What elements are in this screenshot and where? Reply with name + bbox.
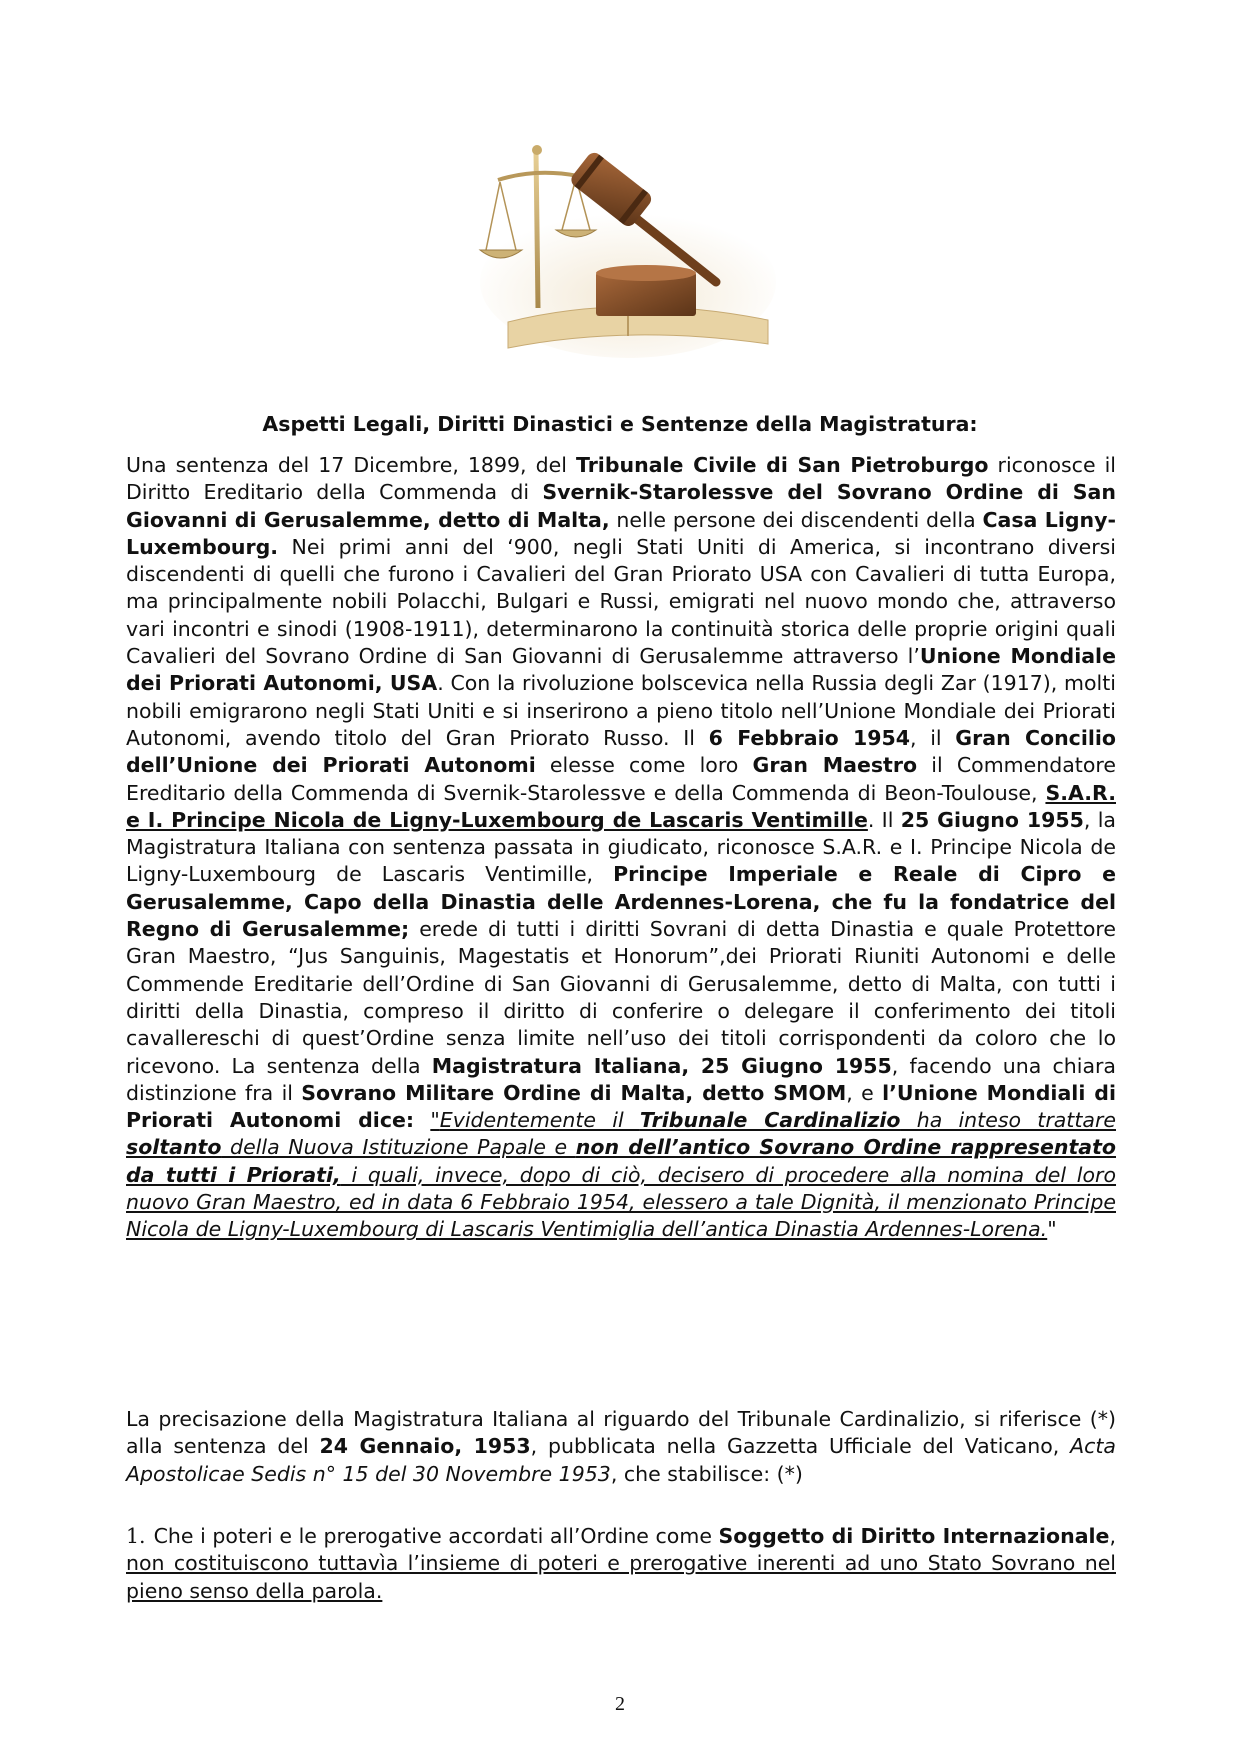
- quotation: "Evidentemente il Tribunale Cardinalizio ha inteso trattare soltanto della Nuova Istituzione Papale e non dell’antico Sovrano Ordine rappresentato da tutti i Priorati, i quali, invece, dopo di ciò, decisero di procedere alla nomina del loro nuovo Gran Maestro, ed in data 6 Febbraio 1954, elessero a tale Dignità, il menzionato Principe Nicola de Ligny-Luxembourg di Lascaris Ventimiglia dell’antica Dinastia Ardennes-Lorena.: [126, 1108, 1117, 1242]
- page-title: Aspetti Legali, Diritti Dinastici e Sentenze della Magistratura:: [262, 412, 978, 436]
- list-number: 1.: [126, 1524, 146, 1548]
- main-paragraph: Una sentenza del 17 Dicembre, 1899, del Tribunale Civile di San Pietroburgo riconosce il Diritto Ereditario della Commenda di Svernik-Starolessve del Sovrano Ordine di San Giovanni di Gerusalemme, detto di Malta, nelle persone dei discendenti della Casa Ligny-Luxembourg. Nei primi anni del ‘900, negli Stati Uniti di America, si incontrano diversi discendenti di quelli che furono i Cavalieri del Gran Priorato USA con Cavalieri di tutta Europa, ma principalmente nobili Polacchi, Bulgari e Russi, emigrati nel nuovo mondo che, attraverso vari incontri e sinodi (1908-1911), determinarono la continuità storica delle proprie origini quali Cavalieri del Sovrano Ordine di San Giovanni di Gerusalemme attraverso l’Unione Mondiale dei Priorati Autonomi, USA. Con la rivoluzione bolscevica nella Russia degli Zar (1917), molti nobili emigrarono negli Stati Uniti e si inserirono a pieno titolo nell’Unione Mondiale dei Priorati Autonomi, avendo titolo del Gran Priorato Russo. Il 6 Febbraio 1954, il Gran Concilio dell’Unione dei Priorati Autonomi elesse come loro Gran Maestro il Commendatore Ereditario della Commenda di Svernik-Starolessve e della Commenda di Beon-Toulouse, S.A.R. e I. Principe Nicola de Ligny-Luxembourg de Lascaris Ventimille. Il 25 Giugno 1955, la Magistratura Italiana con sentenza passata in giudicato, riconosce S.A.R. e I. Principe Nicola de Ligny-Luxembourg de Lascaris Ventimille, Principe Imperiale e Reale di Cipro e Gerusalemme, Capo della Dinastia delle Ardennes-Lorena, che fu la fondatrice del Regno di Gerusalemme; erede di tutti i diritti Sovrani di detta Dinastia e quale Protettore Gran Maestro, “Jus Sanguinis, Magestatis et Honorum”,dei Priorati Riuniti Autonomi e delle Commende Ereditarie dell’Ordine di San Giovanni di Gerusalemme, detto di Malta, con tutti i diritti della Dinastia, compreso il diritto di conferire o delegare il conferimento dei titoli cavallereschi di quest’Ordine senza limite nell’uso dei titoli corrispondenti da coloro che lo ricevono. La sentenza della Magistratura Italiana, 25 Giugno 1955, facendo una chiara distinzione fra il Sovrano Militare Ordine di Malta, detto SMOM, e l’Unione Mondiali di Priorati Autonomi dice: "Evidentemente il Tribunale Cardinalizio ha inteso trattare soltanto della Nuova Istituzione Papale e non dell’antico Sovrano Ordine rappresentato da tutti i Priorati, i quali, invece, dopo di ciò, decisero di procedere alla nomina del loro nuovo Gran Maestro, ed in data 6 Febbraio 1954, elessero a tale Dignità, il menzionato Principe Nicola de Ligny-Luxembourg di Lascaris Ventimiglia dell’antica Dinastia Ardennes-Lorena.": [126, 453, 1117, 1242]
- gavel-scales-book-icon: [478, 132, 778, 358]
- page-number: 2: [615, 1693, 625, 1715]
- list-item: 1. Che i poteri e le prerogative accordati all’Ordine come Soggetto di Diritto Internazionale, non costituiscono tuttavìa l’insieme di poteri e prerogative inerenti ad uno Stato Sovrano nel pieno senso della parola.: [126, 1524, 1116, 1603]
- clarification-paragraph: La precisazione della Magistratura Italiana al riguardo del Tribunale Cardinalizio, si riferisce (*) alla sentenza del 24 Gennaio, 1953, pubblicata nella Gazzetta Ufficiale del Vaticano, Acta Apostolicae Sedis n° 15 del 30 Novembre 1953, che stabilisce: (*): [126, 1407, 1116, 1486]
